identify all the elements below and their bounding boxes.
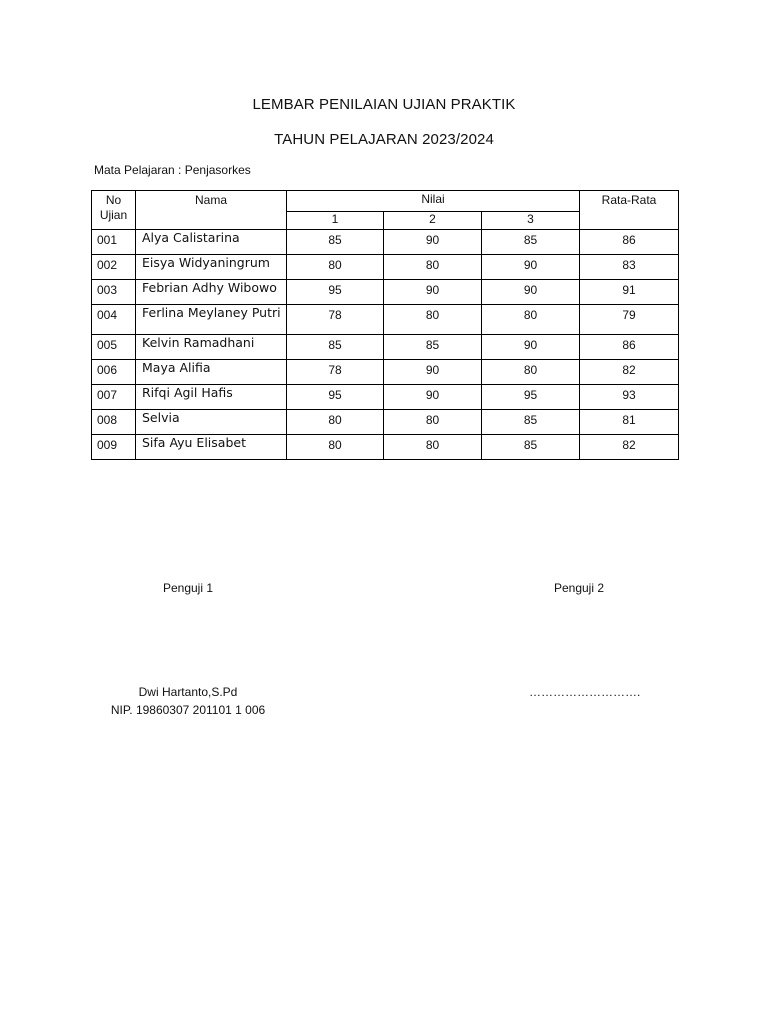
cell-nilai-3: 85 [482, 435, 580, 460]
cell-nilai-1: 78 [287, 305, 384, 335]
table-row [92, 410, 679, 435]
penguji-1-nip: NIP. 19860307 201101 1 006 [110, 703, 266, 717]
penguji-1-label: Penguji 1 [162, 581, 214, 595]
cell-rata-rata: 82 [580, 435, 679, 460]
cell-nilai-1: 95 [287, 280, 384, 305]
cell-no: 001 [92, 230, 136, 255]
header-nilai-1: 1 [287, 212, 384, 230]
cell-nama: Ferlina Meylaney Putri [136, 305, 287, 335]
cell-no: 002 [92, 255, 136, 280]
cell-rata-rata: 93 [580, 385, 679, 410]
cell-nama: Maya Alifia [136, 360, 287, 385]
header-nilai-3: 3 [482, 212, 580, 230]
cell-nilai-2: 90 [384, 280, 482, 305]
penguji-2-name-blank: ………………………. [529, 685, 641, 699]
cell-rata-rata: 83 [580, 255, 679, 280]
cell-nilai-2: 90 [384, 385, 482, 410]
cell-no: 005 [92, 335, 136, 360]
cell-rata-rata: 86 [580, 230, 679, 255]
cell-no: 008 [92, 410, 136, 435]
cell-rata-rata: 82 [580, 360, 679, 385]
document-title: LEMBAR PENILAIAN UJIAN PRAKTIK [252, 96, 516, 113]
table-row [92, 385, 679, 410]
cell-nilai-3: 90 [482, 255, 580, 280]
cell-nama: Kelvin Ramadhani [136, 335, 287, 360]
table-row [92, 255, 679, 280]
cell-nama: Sifa Ayu Elisabet [136, 435, 287, 460]
cell-nama: Rifqi Agil Hafis [136, 385, 287, 410]
cell-no: 006 [92, 360, 136, 385]
header-no-line2: Ujian [99, 208, 128, 222]
table-row [92, 280, 679, 305]
cell-no: 004 [92, 305, 136, 335]
cell-nilai-2: 80 [384, 255, 482, 280]
cell-nilai-1: 80 [287, 255, 384, 280]
header-no-ujian [92, 191, 136, 230]
cell-rata-rata: 81 [580, 410, 679, 435]
cell-nilai-2: 80 [384, 305, 482, 335]
cell-nilai-3: 85 [482, 410, 580, 435]
cell-nilai-1: 95 [287, 385, 384, 410]
cell-nilai-1: 78 [287, 360, 384, 385]
header-no-line1: No [105, 193, 122, 207]
cell-rata-rata: 91 [580, 280, 679, 305]
cell-no: 007 [92, 385, 136, 410]
cell-nilai-2: 80 [384, 410, 482, 435]
cell-nilai-2: 90 [384, 360, 482, 385]
cell-nilai-3: 90 [482, 280, 580, 305]
table-row [92, 435, 679, 460]
table-row [92, 305, 679, 335]
cell-nilai-1: 85 [287, 335, 384, 360]
cell-nilai-3: 95 [482, 385, 580, 410]
cell-nilai-2: 80 [384, 435, 482, 460]
header-rata-rata: Rata-Rata [580, 191, 679, 230]
header-nilai: Nilai [287, 191, 580, 212]
cell-nilai-2: 85 [384, 335, 482, 360]
cell-nilai-3: 85 [482, 230, 580, 255]
cell-nama: Selvia [136, 410, 287, 435]
table-row [92, 335, 679, 360]
header-nama: Nama [136, 191, 287, 230]
document-subtitle: TAHUN PELAJARAN 2023/2024 [274, 131, 494, 148]
cell-no: 003 [92, 280, 136, 305]
penguji-1-name: Dwi Hartanto,S.Pd [138, 685, 238, 699]
cell-nilai-3: 80 [482, 305, 580, 335]
cell-nilai-1: 85 [287, 230, 384, 255]
cell-no: 009 [92, 435, 136, 460]
cell-nilai-2: 90 [384, 230, 482, 255]
penguji-2-label: Penguji 2 [553, 581, 605, 595]
header-nilai-2: 2 [384, 212, 482, 230]
table-row [92, 360, 679, 385]
cell-nama: Eisya Widyaningrum [136, 255, 287, 280]
subject-line: Mata Pelajaran : Penjasorkes [94, 163, 251, 177]
cell-nilai-1: 80 [287, 410, 384, 435]
table-row [92, 230, 679, 255]
cell-rata-rata: 86 [580, 335, 679, 360]
cell-nilai-3: 90 [482, 335, 580, 360]
cell-nilai-1: 80 [287, 435, 384, 460]
cell-nama: Alya Calistarina [136, 230, 287, 255]
grades-table [91, 190, 679, 460]
cell-nama: Febrian Adhy Wibowo [136, 280, 287, 305]
cell-rata-rata: 79 [580, 305, 679, 335]
cell-nilai-3: 80 [482, 360, 580, 385]
